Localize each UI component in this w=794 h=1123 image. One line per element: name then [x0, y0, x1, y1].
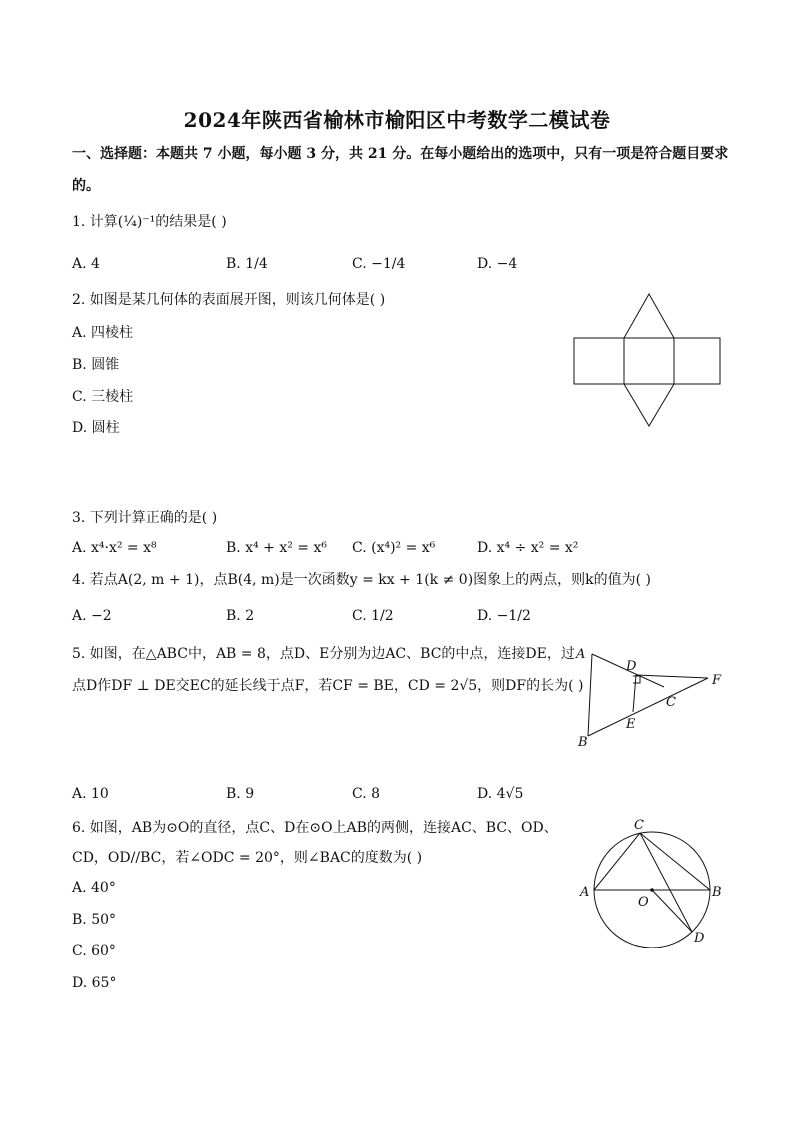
- q1-option-d: D. −4: [477, 256, 518, 272]
- net-rect-middle: [624, 338, 674, 384]
- q3-option-a: A. x⁴·x² = x⁸: [72, 540, 157, 556]
- q5-triangle-figure: [572, 640, 732, 752]
- q2-option-c: C. 三棱柱: [72, 389, 134, 405]
- q2-net-figure: [570, 290, 724, 430]
- q5-label-a: A: [576, 647, 586, 662]
- q6-circle-figure: [576, 816, 728, 948]
- q4-option-c: C. 1/2: [352, 608, 394, 624]
- chord-bc: [640, 833, 710, 890]
- q5-label-f: F: [712, 673, 722, 688]
- q5-option-a: A. 10: [72, 786, 109, 802]
- question-6-stem-line2: CD，OD//BC，若∠ODC = 20°，则∠BAC的度数为( ): [72, 850, 423, 866]
- q6-option-c: C. 60°: [72, 943, 116, 959]
- q5-label-b: B: [578, 735, 588, 750]
- q4-option-d: D. −1/2: [477, 608, 531, 624]
- q5-label-d: D: [626, 659, 637, 674]
- segment-de: [633, 675, 636, 712]
- center-point: [650, 888, 654, 892]
- question-6-stem-line1: 6. 如图，AB为⊙O的直径，点C、D在⊙O上AB的两侧，连接AC、BC、OD、: [72, 820, 558, 836]
- question-5-stem-line1: 5. 如图，在△ABC中，AB = 8，点D、E分别为边AC、BC的中点，连接DE，过: [72, 646, 575, 662]
- chord-cd: [640, 833, 692, 932]
- q2-option-a: A. 四棱柱: [72, 325, 134, 341]
- q2-option-b: B. 圆锥: [72, 357, 120, 373]
- segment-bf: [588, 678, 708, 736]
- q5-label-c: C: [666, 695, 676, 710]
- q2-option-d: D. 圆柱: [72, 420, 120, 436]
- question-4-stem: 4. 若点A(2, m + 1)，点B(4, m)是一次函数y = kx + 1(k ≠ 0)图象上的两点，则k的值为( ): [72, 572, 652, 588]
- q5-option-c: C. 8: [352, 786, 381, 802]
- q4-option-a: A. −2: [72, 608, 112, 624]
- q5-option-d: D. 4√5: [477, 786, 524, 802]
- q6-option-a: A. 40°: [72, 880, 116, 896]
- question-1-stem: 1. 计算(¹⁄₄)⁻¹的结果是( ): [72, 214, 227, 230]
- net-rect-left: [574, 338, 624, 384]
- net-triangle-top: [624, 294, 674, 338]
- q1-option-c: C. −1/4: [352, 256, 406, 272]
- question-2-stem: 2. 如图是某几何体的表面展开图，则该几何体是( ): [72, 292, 386, 308]
- q1-option-b: B. 1/4: [226, 256, 268, 272]
- q4-option-b: B. 2: [226, 608, 255, 624]
- q5-option-b: B. 9: [226, 786, 255, 802]
- q6-label-d: D: [694, 931, 705, 946]
- segment-ab: [588, 654, 592, 736]
- q3-option-b: B. x⁴ + x² = x⁶: [226, 540, 327, 556]
- question-3-stem: 3. 下列计算正确的是( ): [72, 510, 218, 526]
- right-angle-mark: [633, 676, 640, 683]
- q6-label-a: A: [580, 885, 590, 900]
- chord-ac: [594, 833, 640, 890]
- q5-label-e: E: [626, 717, 636, 732]
- net-rect-right: [674, 338, 720, 384]
- segment-od: [652, 890, 692, 932]
- segment-df: [636, 675, 708, 678]
- q3-option-c: C. (x⁴)² = x⁶: [352, 540, 436, 556]
- q6-option-d: D. 65°: [72, 975, 117, 991]
- section-header-line1: 一、选择题：本题共 7 小题，每小题 3 分，共 21 分。在每小题给出的选项中，只有一项是符合题目要求: [72, 146, 729, 162]
- question-5-stem-line2: 点D作DF ⊥ DE交EC的延长线于点F，若CF = BE，CD = 2√5，则DF的长为( ): [72, 678, 584, 694]
- q6-label-c: C: [634, 818, 644, 833]
- q1-option-a: A. 4: [72, 256, 100, 272]
- q6-option-b: B. 50°: [72, 912, 117, 928]
- q6-label-o: O: [638, 895, 649, 910]
- q3-option-d: D. x⁴ ÷ x² = x²: [477, 540, 579, 556]
- page-title: 2024年陕西省榆林市榆阳区中考数学二模试卷: [183, 108, 611, 132]
- q6-label-b: B: [712, 885, 722, 900]
- section-header-line2: 的。: [72, 178, 100, 194]
- net-triangle-bottom: [624, 384, 674, 426]
